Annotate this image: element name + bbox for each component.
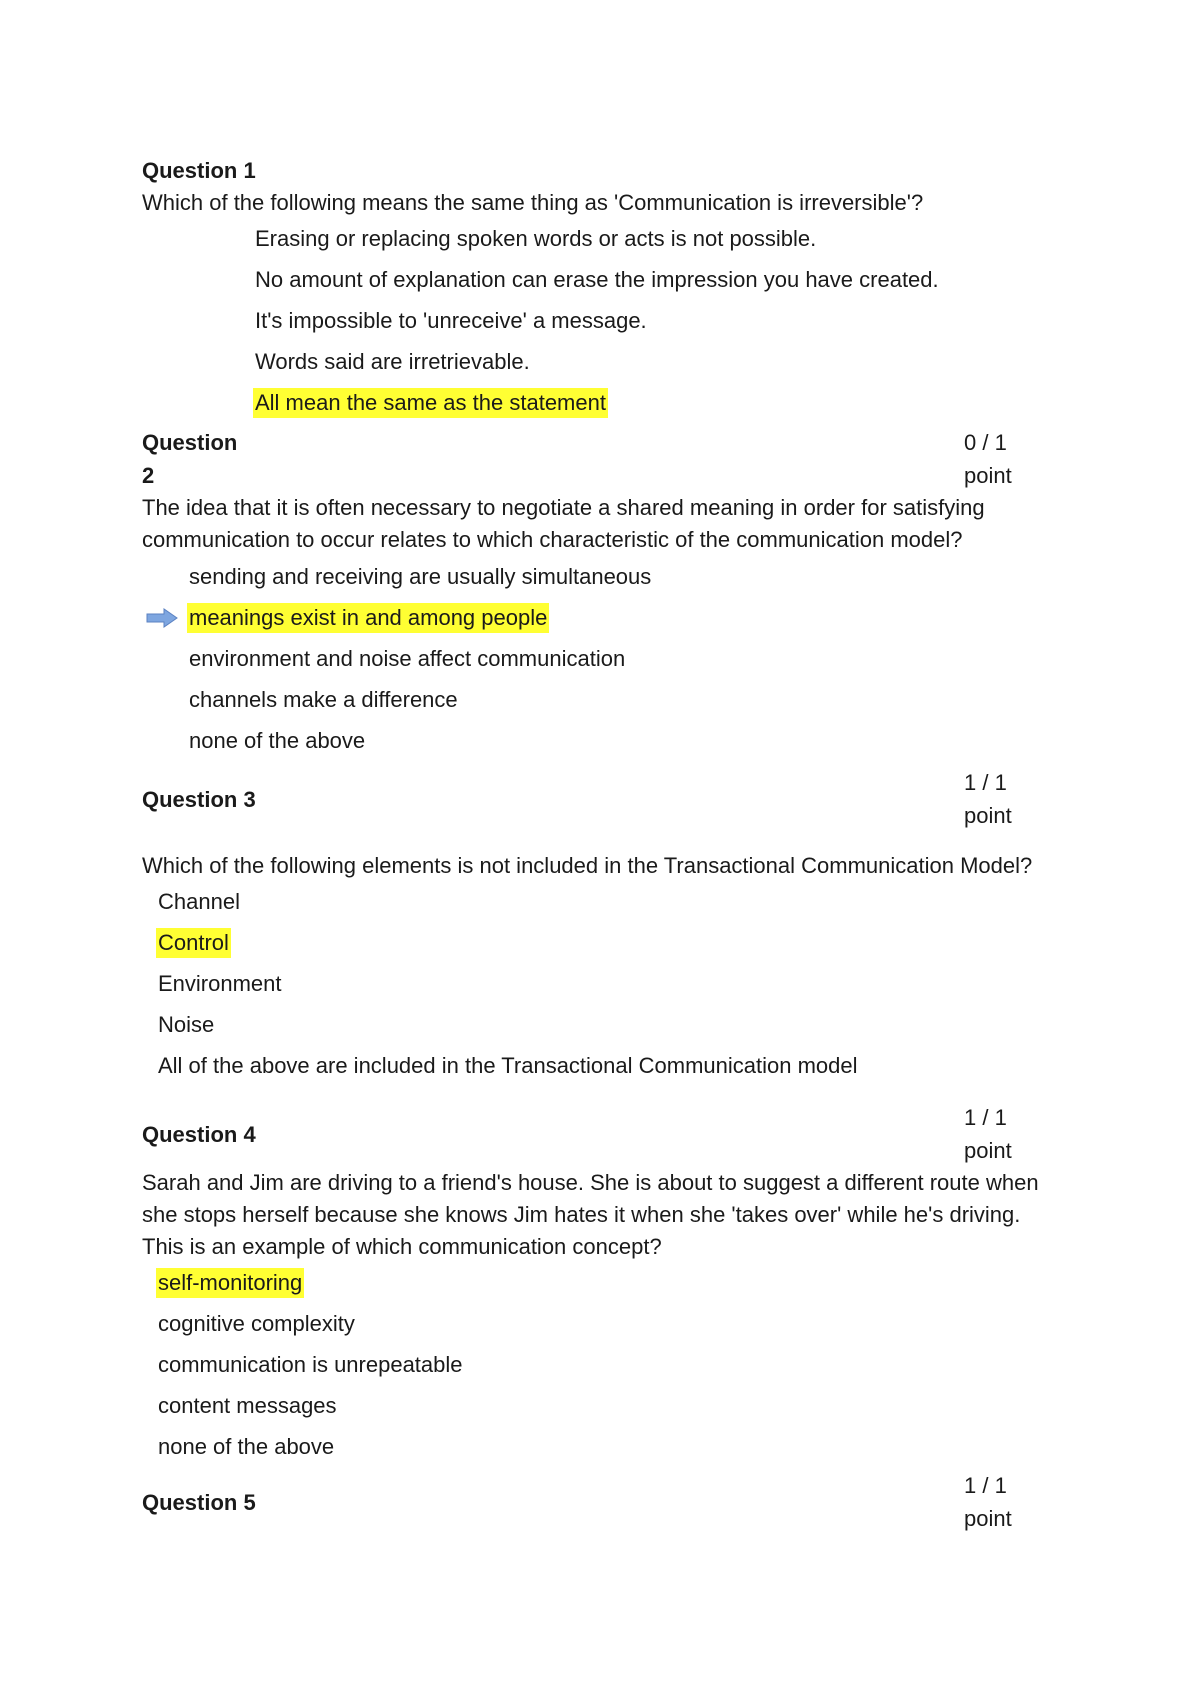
question-header	[142, 1101, 1062, 1167]
question-text: Sarah and Jim are driving to a friend's house. She is about to suggest a different route when she stops herself because she knows Jim hates it when she 'takes over' while he's driving. This is an example of which communication concept?	[142, 1170, 1039, 1259]
answer-option-label: Words said are irretrievable.	[255, 349, 530, 374]
question-title: Question 4	[142, 1122, 256, 1147]
score-value: 1 / 1	[964, 770, 1007, 795]
question-title-line: Question	[142, 430, 238, 455]
answer-option-selected	[253, 388, 1062, 429]
answer-option-label: Noise	[158, 1012, 215, 1037]
question-5	[142, 1469, 1062, 1535]
answer-option	[187, 562, 1062, 603]
answer-option-label: cognitive complexity	[158, 1311, 355, 1336]
answer-option	[253, 306, 1062, 347]
question-title-line: 2	[142, 463, 155, 488]
question-score	[964, 1469, 1012, 1535]
answer-option-label: All mean the same as the statement	[253, 388, 608, 418]
answer-option-label: none of the above	[189, 728, 366, 753]
answer-option-label: meanings exist in and among people	[187, 603, 549, 633]
question-score	[964, 1101, 1012, 1167]
question-header	[142, 1469, 1062, 1535]
answer-option	[156, 1051, 1062, 1092]
answer-option-label: content messages	[158, 1393, 337, 1418]
answer-option	[187, 726, 1062, 767]
score-unit: point	[964, 463, 1012, 488]
question-header	[142, 766, 1062, 846]
answer-option-label: Channel	[158, 889, 240, 914]
answer-option	[253, 224, 1062, 265]
answer-option-label: All of the above are included in the Transactional Communication model	[158, 1053, 858, 1078]
answer-option-selected	[156, 1268, 1062, 1309]
question-2	[142, 426, 1062, 767]
answer-option-label: communication is unrepeatable	[158, 1352, 463, 1377]
answer-option-label: environment and noise affect communication	[189, 646, 626, 671]
question-title: Question 3	[142, 787, 256, 812]
score-unit: point	[964, 803, 1012, 828]
answer-option	[156, 1309, 1062, 1350]
right-arrow-icon	[145, 607, 179, 629]
answer-option-label: channels make a difference	[189, 687, 458, 712]
answer-option-label: none of the above	[158, 1434, 335, 1459]
answer-option	[156, 1010, 1062, 1051]
answer-option	[253, 347, 1062, 388]
answer-option	[156, 969, 1062, 1010]
question-3	[142, 766, 1062, 1092]
question-score	[964, 426, 1012, 492]
answer-option-label: Erasing or replacing spoken words or acts is not possible.	[255, 226, 817, 251]
question-1	[142, 154, 1062, 429]
answer-option	[187, 685, 1062, 726]
question-score	[964, 766, 1012, 832]
question-title	[142, 426, 1062, 492]
question-text: Which of the following elements is not included in the Transactional Communication Model?	[142, 853, 1033, 878]
score-value: 1 / 1	[964, 1473, 1007, 1498]
answer-option-label: sending and receiving are usually simultaneous	[189, 564, 652, 589]
answer-option	[156, 1391, 1062, 1432]
question-title: Question 1	[142, 158, 256, 183]
answer-option-label: No amount of explanation can erase the impression you have created.	[255, 267, 939, 292]
answer-option-selected	[187, 603, 1062, 644]
answer-option	[187, 644, 1062, 685]
answer-option-label: It's impossible to 'unreceive' a message.	[255, 308, 647, 333]
answer-option	[156, 1350, 1062, 1391]
question-text: Which of the following means the same thing as 'Communication is irreversible'?	[142, 190, 924, 215]
question-4	[142, 1101, 1062, 1473]
answer-option-label: Environment	[158, 971, 282, 996]
question-title: Question 5	[142, 1490, 256, 1515]
answer-option-selected	[156, 928, 1062, 969]
answer-option-label: Control	[156, 928, 231, 958]
score-unit: point	[964, 1138, 1012, 1163]
answer-option	[253, 265, 1062, 306]
answer-option	[156, 887, 1062, 928]
score-value: 1 / 1	[964, 1105, 1007, 1130]
score-unit: point	[964, 1506, 1012, 1531]
question-text: The idea that it is often necessary to negotiate a shared meaning in order for satisfying communication to occur relates to which characteristic of the communication model?	[142, 495, 985, 552]
answer-option	[156, 1432, 1062, 1473]
answer-option-label: self-monitoring	[156, 1268, 304, 1298]
score-value: 0 / 1	[964, 430, 1007, 455]
